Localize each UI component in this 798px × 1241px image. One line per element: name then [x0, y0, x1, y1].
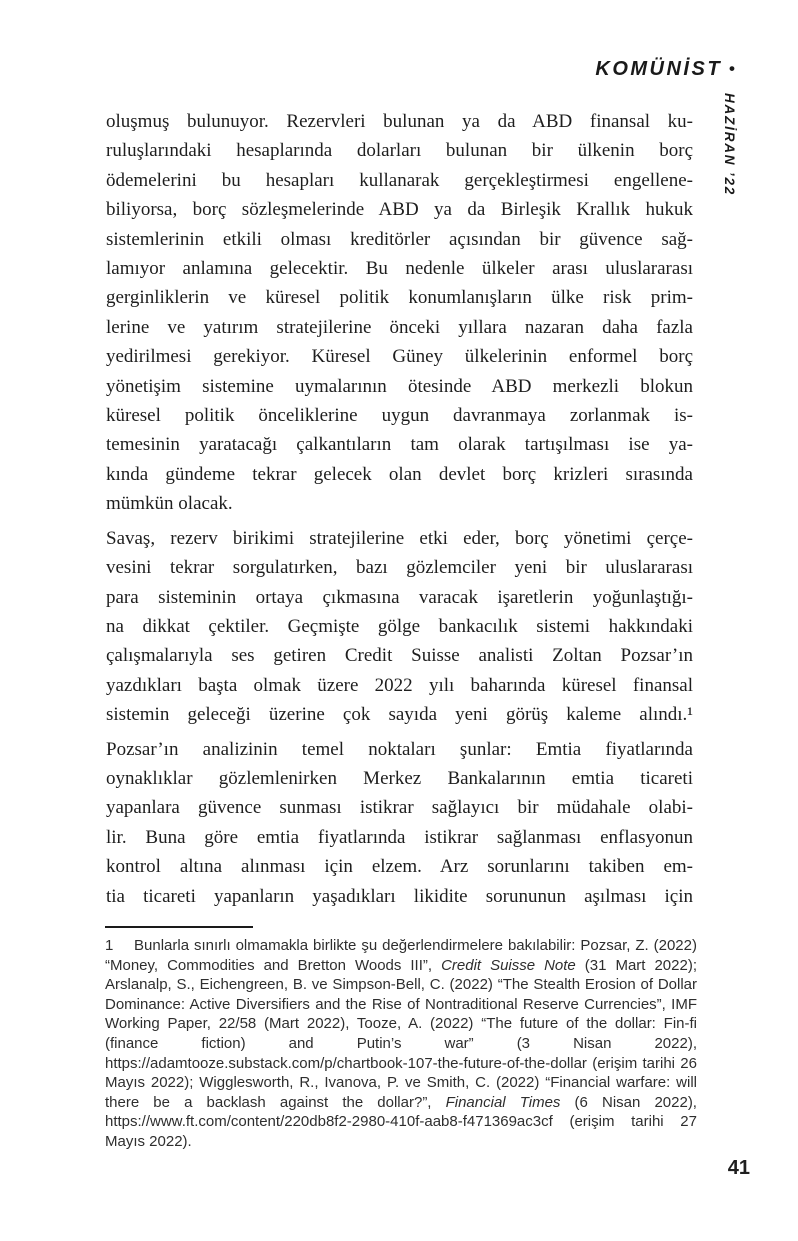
text-line: sistemlerinin etkili olması kreditörler açısından bir güvence sağ- [106, 228, 693, 250]
paragraph [106, 107, 693, 519]
issue-label-vertical: HAZİRAN ’22 [722, 93, 737, 197]
text-line: lamıyor anlamına gelecektir. Bu nedenle ülkeler arası uluslararası [106, 258, 693, 280]
footnote-text [105, 936, 697, 1152]
paragraph [106, 735, 693, 911]
text-line: oluşmuş bulunuyor. Rezervleri bulunan ya da ABD finansal ku- [106, 111, 693, 132]
masthead [595, 58, 735, 81]
footnote-block [105, 926, 697, 1152]
footnote-separator-rule [105, 926, 253, 928]
text-line: yönetişim sistemine uymalarının ötesinde ABD merkezli blokun [106, 375, 693, 397]
text-line: yapanlara güvence sunması istikrar sağlayıcı bir müdahale olabi- [106, 797, 693, 819]
text-line: yedirilmesi gerekiyor. Küresel Güney ülkelerinin enformel borç [106, 346, 693, 368]
article-body [106, 107, 693, 916]
text-line: ödemelerini bu hesapları kullanarak gerçekleştirmesi engellene- [106, 169, 693, 191]
text-line: na dikkat çektiler. Geçmişte gölge bankacılık sistemi hakkındaki [106, 615, 693, 637]
text-line: ruluşlarındaki hesaplarında dolarları bulunan bir ülkenin borç [106, 140, 693, 162]
text-line: oynaklıklar gözlemlenirken Merkez Bankalarının emtia ticareti [106, 767, 693, 789]
footnote-italic-title: Financial Times [445, 1093, 561, 1111]
text-line: biliyorsa, borç sözleşmelerinde ABD ya da Birleşik Krallık hukuk [106, 199, 693, 221]
text-line: lerine ve yatırım stratejilerine önceki yıllara nazaran daha fazla [106, 316, 693, 338]
text-line: gerginliklerin ve küresel politik konumlanışların ülke risk prim- [106, 287, 693, 309]
footnote-segment: (31 Mart 2022); Arslanalp, S., Eichengreen, B. ve Simpson-Bell, C. (2022) “The Stealth Erosion of Dollar Dominance: Active Diversifiers and the Rise of Nontraditional Reserve Currencies”, IMF Working Paper, 22/58 (Mart 2022), Tooze, A. (2022) “The future of the dollar: Fin-fi (finance fiction) and Putin’s war” (3 Nisan 2022), https://adamtooze.substack.com/p/chartbook-107-the-future-of-the-dollar (erişim tarihi 26 Mayıs 2022); Wigglesworth, R., Ivanova, P. ve Smith, C. (2022) “Financial warfare: will there be a backlash against the dollar?”, [105, 956, 697, 1111]
text-line: küresel politik önceliklerine uygun davranmaya zorlanmak is- [106, 405, 693, 427]
text-line: Savaş, rezerv birikimi stratejilerine etki eder, borç yönetimi çerçe- [106, 527, 693, 549]
text-line: mümkün olacak. [106, 493, 233, 515]
paragraph [106, 524, 693, 730]
footnote-segment: Bunlarla sınırlı olmamakla birlikte şu değerlendirmelere bakılabilir: Pozsar, Z. (2022) “Money, Commodities and Bretton Woods III”, [105, 937, 697, 974]
text-line: Pozsar’ın analizinin temel noktaları şunlar: Emtia fiyatlarında [106, 738, 693, 760]
text-line: lir. Buna göre emtia fiyatlarında istikrar sağlanması enflasyonun [106, 826, 693, 848]
text-line: para sisteminin ortaya çıkmasına varacak işaretlerin yoğunlaştığı- [106, 586, 693, 608]
text-line: yazdıkları başta olmak üzere 2022 yılı baharında küresel finansal [106, 674, 693, 696]
text-line: kontrol altına alınması için elzem. Arz sorunlarını takiben em- [106, 856, 693, 878]
text-line: temesinin yaratacağı çalkantıların tam olarak tartışılması ise ya- [106, 434, 693, 456]
footnote-marker: 1 [105, 937, 114, 954]
text-line: çalışmalarıyla ses getiren Credit Suisse analisti Zoltan Pozsar’ın [106, 645, 693, 667]
masthead-bullet-icon: • [729, 59, 735, 78]
text-line: vesini tekrar sorgulatırken, bazı gözlemciler yeni bir uluslararası [106, 557, 693, 579]
footnote-italic-title: Credit Suisse Note [441, 956, 576, 974]
magazine-title: KOMÜNİST [595, 58, 723, 80]
page-number: 41 [727, 1157, 750, 1179]
text-line: tia ticareti yapanların yaşadıkları likidite sorununun aşılması için [106, 885, 693, 907]
text-line: kında gündeme tekrar gelecek olan devlet borç krizleri sırasında [106, 463, 693, 485]
footnote-segment: (6 Nisan 2022), https://www.ft.com/content/220db8f2-2980-410f-aab8-f471369ac3cf (erişim tarihi 27 Mayıs 2022). [105, 1093, 697, 1150]
text-line: sistemin geleceği üzerine çok sayıda yeni görüş kaleme alındı.¹ [106, 704, 693, 726]
